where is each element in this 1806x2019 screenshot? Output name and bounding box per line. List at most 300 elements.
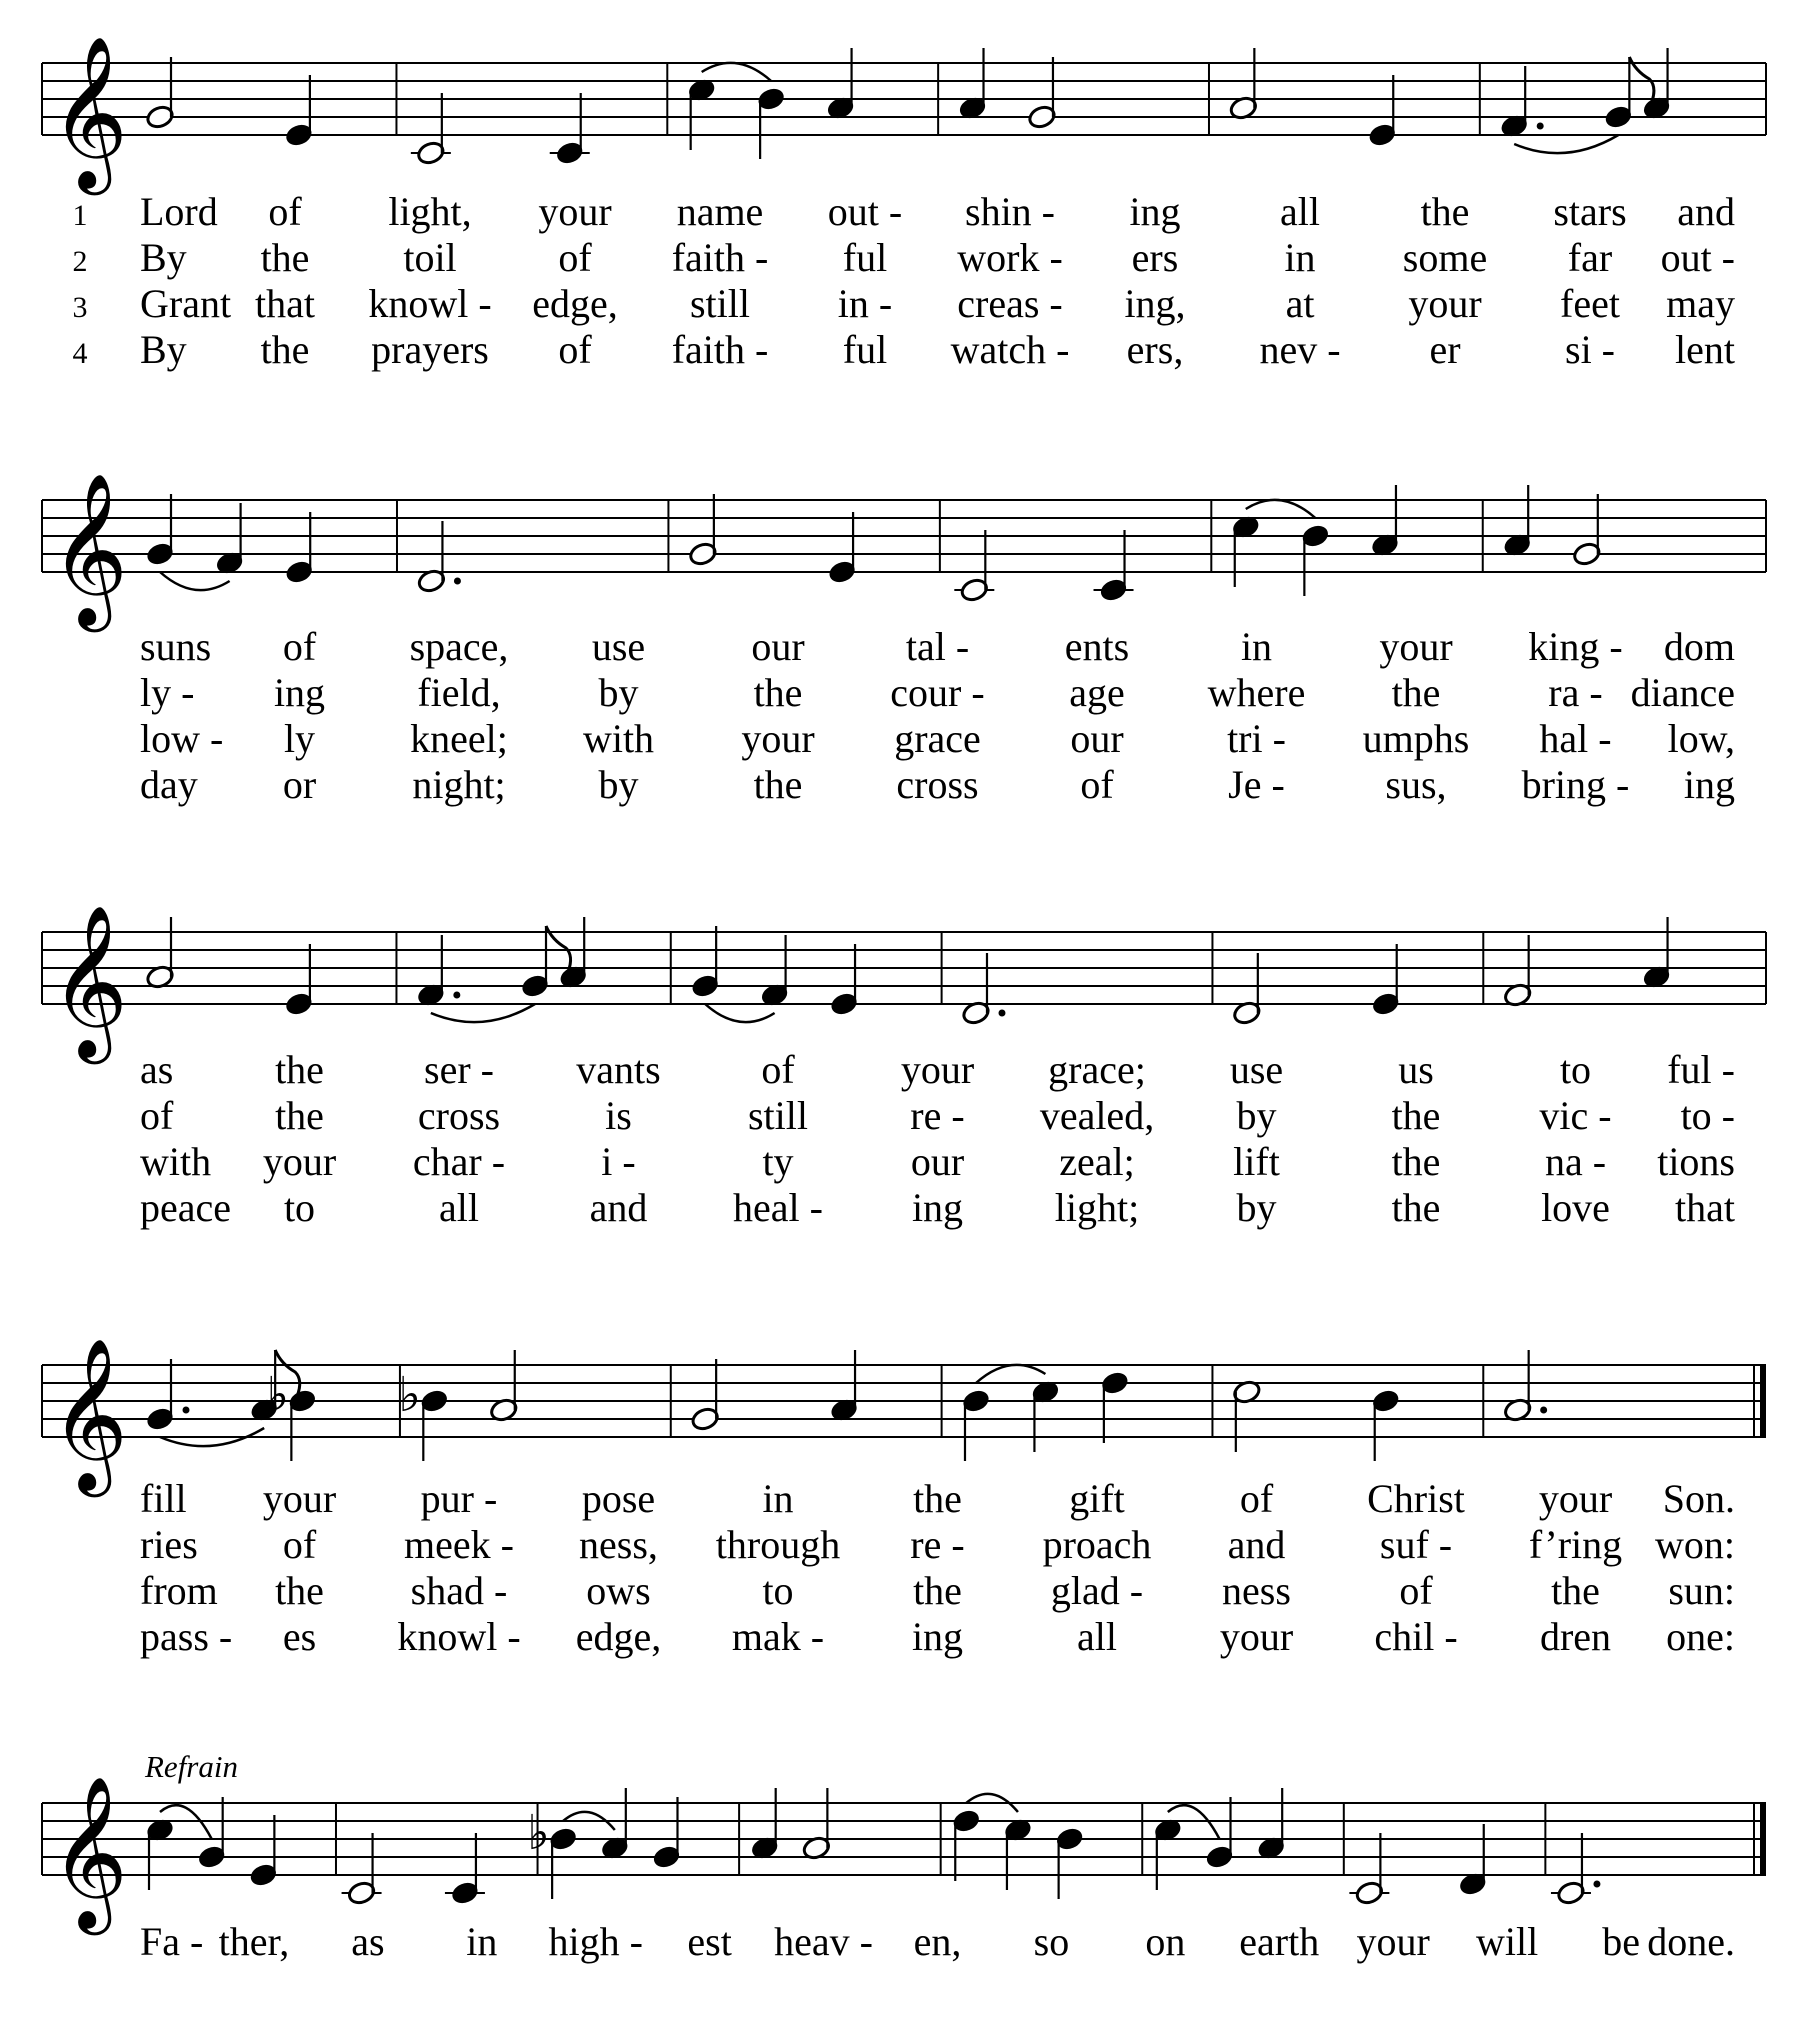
note [690,1359,720,1432]
lyric-syllable: your [1219,1614,1294,1659]
augmentation-dot [1537,123,1544,130]
lyric-syllable: ful - [1667,1047,1735,1092]
note [527,1805,578,1899]
lyric-syllable: ries [140,1522,198,1567]
slur [160,572,230,590]
music-system [42,35,1766,372]
lyric-syllable: by [598,670,639,715]
note [1367,75,1397,148]
lyric-syllable: high - [548,1919,643,1964]
note [801,1788,831,1861]
lyric-syllable: the [1551,1568,1600,1613]
lyric-syllable: zeal; [1059,1139,1135,1184]
lyric-syllable: your [741,716,815,761]
lyric-syllable: vic - [1539,1093,1612,1138]
note [145,57,175,130]
lyric-syllable: of [558,327,592,372]
lyric-syllable: Je - [1228,762,1285,807]
note [961,1388,991,1461]
note [145,1359,189,1432]
lyric-syllable: edge, [532,281,618,326]
lyric-syllable: in [762,1476,794,1521]
lyric-syllable: pose [581,1476,656,1521]
lyric-syllable: in [1240,624,1273,669]
note [1205,1797,1235,1870]
lyric-syllable: of [140,1093,174,1138]
lyric-syllable: sus, [1385,762,1447,807]
lyric-syllable: that [255,281,315,326]
lyric-syllable: Christ [1367,1476,1465,1521]
slur [1246,500,1316,518]
lyric-syllable: hal - [1539,716,1612,761]
treble-clef-icon: 𝄞 [50,1337,129,1491]
slur [705,1004,774,1022]
note [342,1833,382,1906]
lyric-syllable: chil - [1374,1614,1458,1659]
lyric-syllable: mak - [731,1614,825,1659]
note [1371,944,1401,1017]
lyric-syllable: out - [827,189,903,234]
lyric-syllable: ing [273,670,326,715]
lyric-syllable: may [1666,281,1735,326]
music-system [42,472,1766,807]
lyric-syllable: ing [1129,189,1181,234]
note [1030,1379,1060,1452]
lyric-syllable: your [1356,1919,1430,1964]
refrain-label: Refrain [145,1749,238,1784]
lyric-syllable: the [1391,1139,1441,1184]
lyric-syllable: suns [140,624,212,669]
lyric-syllable: heav - [774,1919,873,1964]
lyric-syllable: age [1069,670,1125,715]
lyric-syllable: far [1567,235,1613,280]
lyric-syllable: by [1236,1093,1277,1138]
lyric-syllable: so [1033,1919,1070,1964]
note [1572,494,1602,567]
note [1100,1370,1130,1443]
lyric-syllable: ing [911,1614,964,1659]
lyric-syllable: the [275,1047,324,1092]
lyric-syllable: as [140,1047,174,1092]
lyric-syllable: tions [1657,1139,1735,1184]
lyric-syllable: be [1602,1919,1640,1964]
lyric-syllable: ser - [424,1047,494,1092]
lyric-syllable: will [1476,1919,1539,1964]
final-bar-line [1760,1365,1766,1437]
lyric-syllable: the [260,235,310,280]
lyric-syllable: Lord [140,189,218,234]
note [1503,1350,1547,1423]
lyric-syllable: your [1538,1476,1613,1521]
lyric-syllable: in [466,1919,498,1964]
lyric-syllable: at [1285,281,1315,326]
lyric-syllable: lift [1233,1139,1280,1184]
note [1603,57,1654,130]
lyric-syllable: char - [412,1139,506,1184]
lyric-syllable: grace [894,716,981,761]
lyric-syllable: the [753,670,803,715]
verse-number: 1 [72,199,88,232]
note [1027,57,1057,130]
note [961,953,1005,1026]
lyric-syllable: our [751,624,805,669]
slur [431,1004,535,1022]
note [1232,953,1262,1026]
flat-icon: ♭ [527,1805,550,1861]
lyric-syllable: grace; [1048,1047,1146,1092]
lyric-syllable: si - [1565,327,1615,372]
lyric-syllable: out - [1660,235,1735,280]
lyric-syllable: faith - [671,327,769,372]
note [1232,1379,1262,1452]
lyric-syllable: na - [1544,1139,1607,1184]
lyric-syllable: By [140,235,187,280]
note [1300,523,1330,596]
lyric-syllable: of [761,1047,795,1092]
note [248,1815,278,1888]
lyric-syllable: done. [1647,1919,1735,1964]
lyric-syllable: light, [388,189,472,234]
lyric-syllable: ents [1064,624,1130,669]
treble-clef-icon: 𝄞 [50,35,129,189]
note [1499,66,1543,139]
lyric-syllable: the [1420,189,1470,234]
lyric-syllable: name [676,189,764,234]
lyric-syllable: of [282,624,317,669]
lyric-syllable: and [1227,1522,1286,1567]
lyric-syllable: some [1402,235,1488,280]
lyric-syllable: work - [957,235,1063,280]
note [558,917,588,990]
note [827,512,857,585]
augmentation-dot [1540,1407,1547,1414]
lyric-syllable: ly [283,716,316,761]
lyric-syllable: is [605,1093,632,1138]
note [958,48,988,121]
lyric-syllable: of [1080,762,1114,807]
lyric-syllable: stars [1553,189,1627,234]
note [688,494,718,567]
lyric-syllable: ers, [1126,327,1184,372]
lyric-syllable: dom [1663,624,1735,669]
note [1458,1824,1488,1897]
note [690,926,720,999]
lyric-syllable: cour - [890,670,985,715]
lyric-syllable: peace [140,1185,232,1230]
lyric-syllable: all [439,1185,479,1230]
lyric-syllable: of [558,235,592,280]
lyric-syllable: lent [1675,327,1735,372]
lyric-syllable: with [140,1139,212,1184]
lyric-syllable: the [913,1476,962,1521]
lyric-syllable: gift [1069,1476,1125,1521]
lyric-syllable: feet [1560,281,1620,326]
lyric-syllable: by [1236,1185,1277,1230]
lyric-syllable: bring - [1521,762,1630,807]
lyric-syllable: tri - [1227,716,1286,761]
note [416,521,460,594]
lyric-syllable: heal - [733,1185,823,1230]
lyric-syllable: kneel; [410,716,508,761]
lyric-syllable: earth [1239,1919,1320,1964]
note [1055,1826,1085,1899]
note [600,1788,630,1861]
note [750,1788,780,1861]
note [266,1367,317,1461]
lyric-syllable: and [589,1185,648,1230]
lyric-syllable: i - [601,1139,636,1184]
lyric-syllable: of [1239,1476,1274,1521]
note [284,75,314,148]
lyric-syllable: through [715,1522,841,1567]
lyric-syllable: re - [910,1093,965,1138]
lyric-syllable: ers [1131,235,1179,280]
lyric-syllable: tal - [905,624,970,669]
lyric-syllable: prayers [371,327,489,372]
lyric-syllable: en, [913,1919,962,1964]
lyric-syllable: in - [837,281,893,326]
lyric-syllable: low - [140,716,224,761]
augmentation-dot [1593,1881,1600,1888]
lyric-syllable: our [1070,716,1124,761]
music-system [42,1337,1766,1659]
lyric-syllable: the [1391,670,1441,715]
lyric-syllable: in [1284,235,1316,280]
lyric-syllable: your [538,189,612,234]
augmentation-dot [183,1407,190,1414]
augmentation-dot [998,1010,1005,1017]
note [1094,530,1134,603]
note [215,503,245,576]
lyric-syllable: your [1408,281,1482,326]
verse-number: 3 [72,291,88,324]
lyric-syllable: pur - [420,1476,498,1521]
lyric-syllable: umphs [1362,716,1470,761]
lyric-syllable: meek - [404,1522,514,1567]
flat-icon: ♭ [398,1367,421,1423]
lyric-syllable: re - [910,1522,965,1567]
music-system [42,1749,1766,1964]
treble-clef-icon: 𝄞 [50,472,129,626]
lyric-syllable: of [268,189,302,234]
note [760,935,790,1008]
lyric-syllable: est [687,1919,732,1964]
lyric-syllable: your [262,1476,337,1521]
lyric-syllable: cross [417,1093,501,1138]
flat-icon: ♭ [266,1367,290,1423]
note [1371,1388,1401,1461]
lyric-syllable: the [260,327,310,372]
lyric-syllable: ing [1683,762,1735,807]
lyric-syllable: fill [140,1476,187,1521]
lyric-syllable: the [1391,1093,1441,1138]
note [756,86,786,159]
note [829,944,859,1017]
lyric-syllable: er [1429,327,1461,372]
note [954,530,994,603]
lyric-syllable: low, [1667,716,1735,761]
lyric-syllable: as [351,1919,385,1964]
lyric-syllable: knowl - [368,281,492,326]
lyric-syllable: king - [1528,624,1623,669]
lyric-syllable: with [582,716,655,761]
note [284,512,314,585]
note [652,1797,682,1870]
lyric-syllable: and [1677,189,1735,234]
slur [702,63,771,81]
note [951,1808,981,1881]
lyric-syllable: ness, [579,1522,658,1567]
lyric-syllable: won: [1655,1522,1735,1567]
note [445,1833,485,1906]
lyric-syllable: faith - [671,235,769,280]
lyric-syllable: ows [586,1568,651,1613]
lyric-syllable: By [140,327,187,372]
augmentation-dot [453,992,460,999]
note [416,935,460,1008]
lyric-syllable: watch - [950,327,1070,372]
lyric-syllable: ing [911,1185,964,1230]
note [1503,935,1533,1008]
lyric-syllable: the [913,1568,962,1613]
verse-number: 4 [72,337,88,370]
lyric-syllable: love [1541,1185,1610,1230]
lyric-syllable: pass - [140,1614,233,1659]
note [398,1367,449,1461]
lyric-syllable: from [140,1568,218,1613]
lyric-syllable: the [275,1568,324,1613]
lyric-syllable: ness [1222,1568,1291,1613]
lyric-syllable: that [1675,1185,1735,1230]
lyric-syllable: space, [409,624,509,669]
lyric-syllable: all [1077,1614,1117,1659]
treble-clef-icon: 𝄞 [50,1775,129,1929]
lyric-syllable: day [140,762,198,807]
lyric-syllable: or [282,762,317,807]
lyric-syllable: where [1207,670,1306,715]
note [489,1350,519,1423]
lyric-syllable: glad - [1050,1568,1144,1613]
lyric-syllable: vealed, [1039,1093,1155,1138]
note [1551,1833,1601,1906]
lyric-syllable: the [275,1093,324,1138]
final-bar-line [1760,1803,1766,1875]
note [1642,917,1672,990]
lyric-syllable: knowl - [397,1614,521,1659]
slur [1514,135,1618,153]
lyric-syllable: ly - [140,670,195,715]
lyric-syllable: nev - [1259,327,1341,372]
lyric-syllable: es [282,1614,317,1659]
lyric-syllable: cross [896,762,979,807]
lyric-syllable: ful [842,327,888,372]
lyric-syllable: field, [417,670,501,715]
note [520,926,571,999]
lyric-syllable: use [591,624,646,669]
verse-number: 2 [72,245,88,278]
lyric-syllable: Grant [140,281,232,326]
lyric-syllable: Fa - [140,1919,204,1964]
note [1003,1817,1033,1890]
lyric-syllable: sun: [1668,1568,1735,1613]
note [411,93,451,166]
music-system [42,904,1766,1230]
lyric-syllable: dren [1539,1614,1612,1659]
note [1349,1833,1389,1906]
lyric-syllable: to - [1680,1093,1735,1138]
note [687,77,717,150]
lyric-syllable: edge, [575,1614,662,1659]
lyric-syllable: to [1559,1047,1592,1092]
lyric-syllable: Son. [1662,1476,1735,1521]
lyric-syllable: all [1280,189,1320,234]
lyric-syllable: to [283,1185,316,1230]
augmentation-dot [454,578,461,585]
lyric-syllable: ra - [1548,670,1603,715]
lyric-syllable: creas - [957,281,1063,326]
lyric-syllable: shin - [965,189,1055,234]
lyric-syllable: light; [1054,1185,1140,1230]
lyric-syllable: use [1229,1047,1284,1092]
lyric-syllable: your [900,1047,975,1092]
lyric-syllable: your [262,1139,337,1184]
note [145,494,175,567]
lyric-syllable: night; [412,762,506,807]
lyric-syllable: toil [403,235,457,280]
lyric-syllable: proach [1042,1522,1152,1567]
slur [976,1365,1045,1383]
note [829,1350,859,1423]
note [550,93,590,166]
lyric-syllable: still [747,1093,809,1138]
note [1502,485,1532,558]
note [284,944,314,1017]
lyric-syllable: by [598,762,639,807]
lyric-syllable: ful [842,235,888,280]
note [197,1797,227,1870]
lyric-syllable: ty [762,1139,794,1184]
lyric-syllable: shad - [410,1568,508,1613]
lyric-syllable: your [1379,624,1453,669]
lyric-syllable: our [910,1139,965,1184]
lyric-syllable: still [689,281,751,326]
lyric-syllable: diance [1630,670,1735,715]
lyric-syllable: the [753,762,803,807]
lyric-syllable: ther, [218,1919,290,1964]
note [1642,48,1672,121]
note [145,1817,175,1890]
lyric-syllable: us [1398,1047,1434,1092]
lyric-syllable: on [1145,1919,1186,1964]
note [1370,485,1400,558]
note [1256,1788,1286,1861]
lyric-syllable: to [762,1568,794,1613]
treble-clef-icon: 𝄞 [50,904,129,1058]
lyric-syllable: ing, [1124,281,1186,326]
note [1231,514,1261,587]
note [1228,48,1258,121]
note [145,917,175,990]
lyric-syllable: the [1391,1185,1441,1230]
lyric-syllable: suf - [1379,1522,1453,1567]
lyric-syllable: f’ring [1528,1522,1623,1567]
lyric-syllable: of [1399,1568,1433,1613]
lyric-syllable: vants [576,1047,661,1092]
note [826,48,856,121]
note [1153,1817,1183,1890]
lyric-syllable: one: [1666,1614,1735,1659]
lyric-syllable: of [282,1522,317,1567]
